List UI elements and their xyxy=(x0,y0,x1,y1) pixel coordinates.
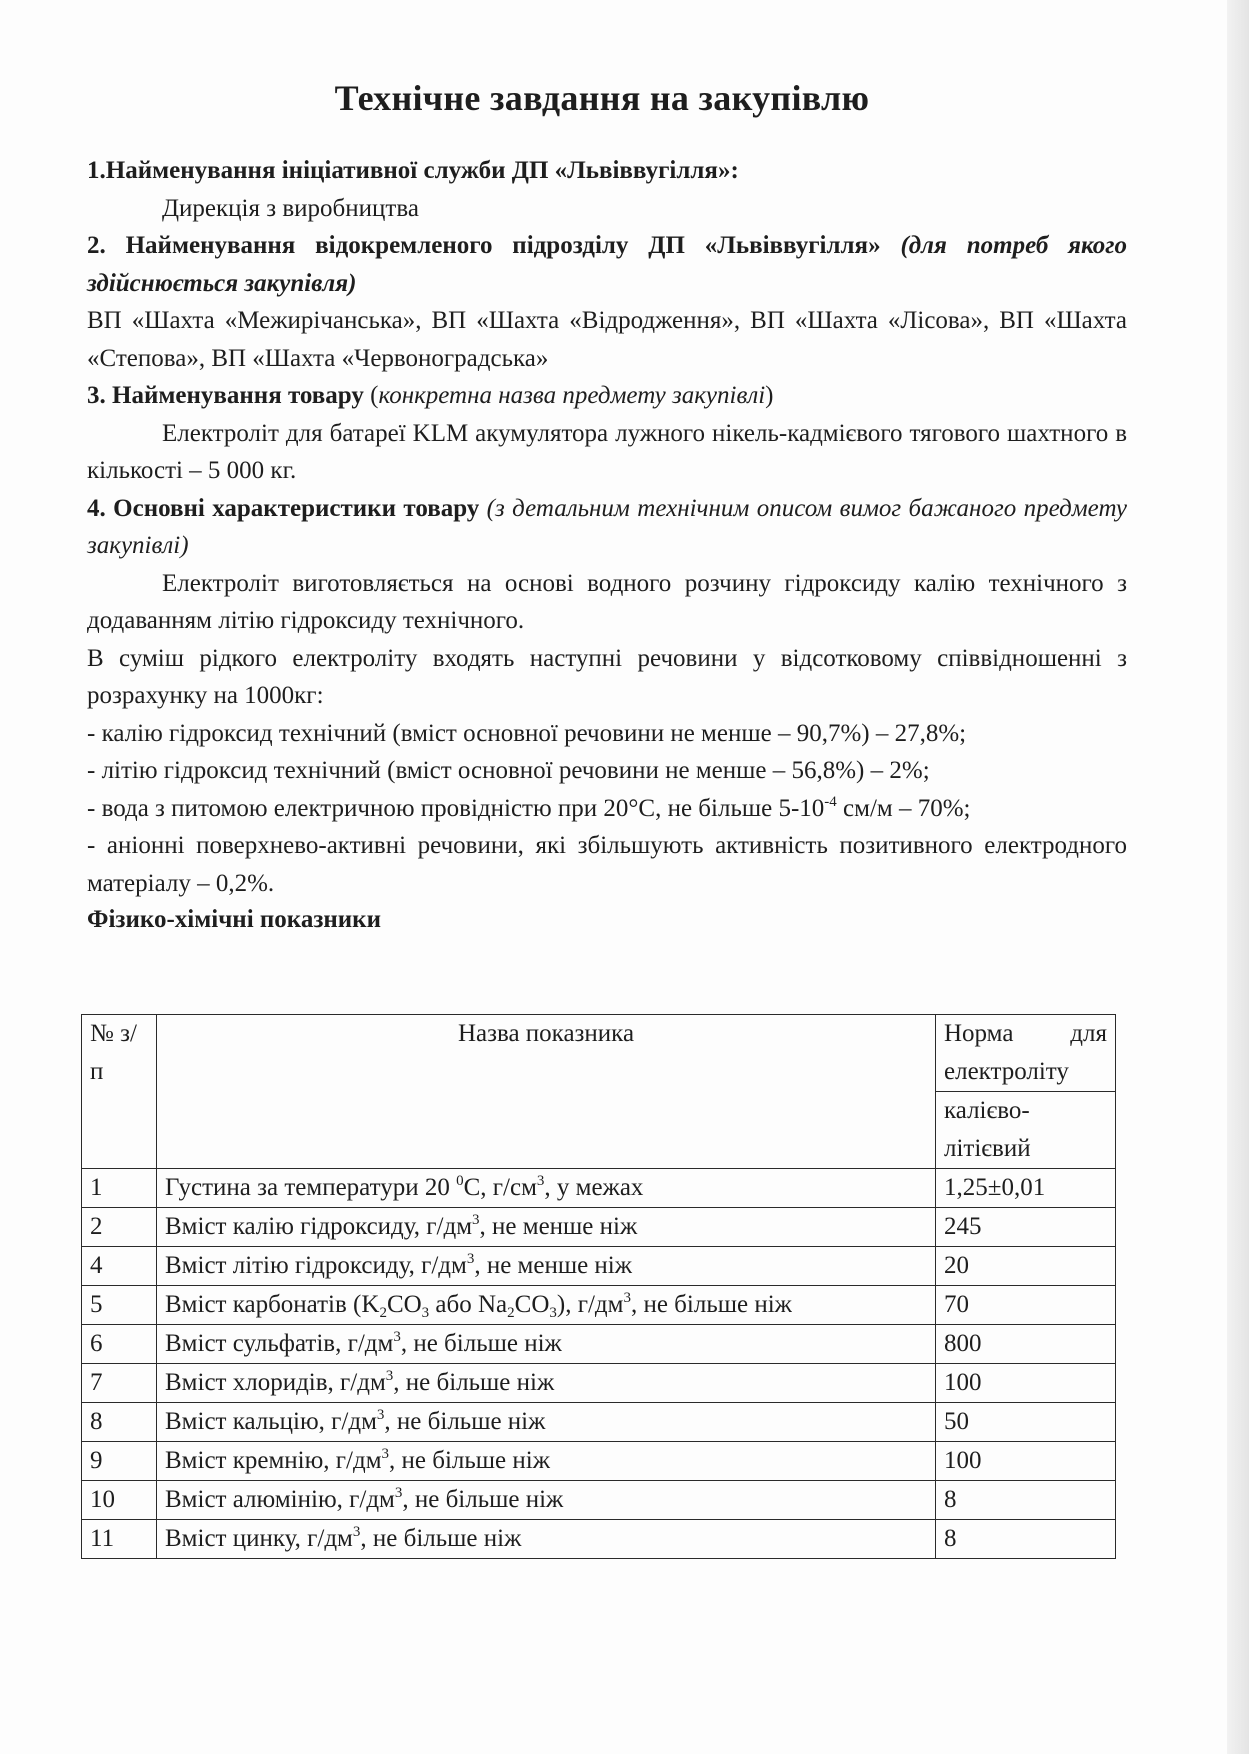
table-row xyxy=(82,1364,1116,1403)
scan-edge xyxy=(1227,0,1249,1754)
row-number: 8 xyxy=(82,1403,157,1442)
row-name-sup: 0 xyxy=(456,1173,464,1189)
physchem-title: Фізико-хімічні показники xyxy=(87,906,381,933)
row-name-text: , не менше ніж xyxy=(474,1252,633,1279)
row-name-sup: 3 xyxy=(472,1212,480,1228)
row-norm: 1,25±0,01 xyxy=(936,1169,1116,1208)
header-norm: Норма для електроліту xyxy=(936,1015,1116,1092)
section-3-note: конкретна назва предмету закупівлі xyxy=(378,382,766,409)
row-norm: 100 xyxy=(936,1442,1116,1481)
section-2-value: ВП «Шахта «Межирічанська», ВП «Шахта «Відродження», ВП «Шахта «Лісова», ВП «Шахта «Степова», ВП «Шахта «Червоноградська» xyxy=(87,307,1127,372)
row-name-sub: 2 xyxy=(379,1305,387,1321)
section-3-note-close: ) xyxy=(765,382,774,409)
document-body xyxy=(87,68,1127,937)
composition-item-3-text: - вода з питомою електричною провідністю при 20°С, не більше 5-10 xyxy=(87,794,825,822)
row-name-text: , не менше ніж xyxy=(479,1213,638,1240)
row-name-sup: 3 xyxy=(393,1329,401,1345)
row-name-text: Вміст кальцію, г/дм xyxy=(165,1408,377,1435)
row-name-sup: 3 xyxy=(623,1290,631,1306)
header-number: № з/п xyxy=(82,1015,157,1169)
row-number: 7 xyxy=(82,1364,157,1403)
row-name xyxy=(157,1247,936,1286)
header-name: Назва показника xyxy=(157,1015,936,1169)
row-name xyxy=(157,1481,936,1520)
row-name-text: Вміст цинку, г/дм xyxy=(165,1525,353,1552)
row-name-text: Густина за температури 20 xyxy=(165,1174,457,1201)
row-name-sup: 3 xyxy=(466,1251,475,1267)
row-name-text: або Na xyxy=(429,1291,508,1318)
section-1-heading: 1.Найменування ініціативної служби ДП «Львіввугілля»: xyxy=(87,157,739,184)
section-4-note: (з детальним технічним описом вимог бажаного предмету закупівлі) xyxy=(87,494,1127,559)
section-3-note-open: ( xyxy=(363,382,379,409)
row-number: 10 xyxy=(82,1481,157,1520)
row-name xyxy=(157,1208,936,1247)
row-name xyxy=(157,1403,936,1442)
table-row xyxy=(82,1403,1116,1442)
composition-item-2: - літію гідроксид технічний (вміст основної речовини не менше – 56,8%) – 2%; xyxy=(87,757,930,784)
composition-item-4: - аніонні поверхнево-активні речовини, які збільшують активність позитивного електродного матеріалу – 0,2%. xyxy=(87,832,1127,897)
table-row xyxy=(82,1208,1116,1247)
row-name-text: Вміст карбонатів (K xyxy=(165,1291,380,1318)
row-name-sup: 3 xyxy=(352,1524,361,1540)
row-norm: 8 xyxy=(936,1481,1116,1520)
row-name-text: , не більше ніж xyxy=(402,1486,564,1513)
section-2-heading-text: 2. Найменування відокремленого підрозділу ДП «Львіввугілля» xyxy=(87,232,901,259)
document-title: Технічне завдання на закупівлю xyxy=(334,78,870,118)
row-name-text: , не більше ніж xyxy=(384,1408,546,1435)
row-name-text: , у межах xyxy=(544,1174,644,1201)
row-name-sup: 3 xyxy=(381,1446,390,1462)
row-name-sup: 3 xyxy=(385,1368,394,1384)
row-name-sup: 3 xyxy=(394,1485,403,1501)
table-row xyxy=(82,1520,1116,1559)
section-3-heading-text: 3. Найменування товару xyxy=(87,382,364,409)
row-number: 11 xyxy=(82,1520,157,1559)
row-name-text: ), г/дм xyxy=(556,1291,624,1318)
row-name-text: С, г/см xyxy=(463,1174,537,1201)
table-row xyxy=(82,1442,1116,1481)
table-row xyxy=(82,1169,1116,1208)
row-number: 9 xyxy=(82,1442,157,1481)
row-name-sup: 3 xyxy=(536,1173,545,1189)
section-2-note: (для потреб якого здійснюється закупівля) xyxy=(87,232,1127,297)
row-name xyxy=(157,1169,936,1208)
row-name-text: , не більше ніж xyxy=(630,1291,792,1318)
row-name xyxy=(157,1286,936,1325)
row-norm: 8 xyxy=(936,1520,1116,1559)
row-norm: 70 xyxy=(936,1286,1116,1325)
row-number: 6 xyxy=(82,1325,157,1364)
row-number: 2 xyxy=(82,1208,157,1247)
row-name-text: Вміст літію гідроксиду, г/дм xyxy=(165,1252,467,1279)
row-name xyxy=(157,1364,936,1403)
composition-item-3 xyxy=(87,790,1127,828)
row-name-sup: 3 xyxy=(376,1407,385,1423)
row-name-text: , не більше ніж xyxy=(400,1330,562,1357)
row-name-text: CO xyxy=(514,1291,550,1318)
row-name xyxy=(157,1325,936,1364)
row-name-text: , не більше ніж xyxy=(389,1447,550,1474)
row-name-text: Вміст калію гідроксиду, г/дм xyxy=(165,1213,473,1240)
section-4-heading-text: 4. Основні характеристики товару xyxy=(87,494,480,522)
row-norm: 100 xyxy=(936,1364,1116,1403)
row-number: 1 xyxy=(82,1169,157,1208)
row-name xyxy=(157,1442,936,1481)
table-row xyxy=(82,1481,1116,1520)
row-name-text: , не більше ніж xyxy=(393,1369,555,1396)
composition-item-1: - калію гідроксид технічний (вміст основної речовини не менше – 90,7%) – 27,8%; xyxy=(87,719,967,747)
section-1-value: Дирекція з виробництва xyxy=(162,194,419,222)
table-header-row xyxy=(82,1015,1116,1092)
composition-item-3-tail: см/м – 70%; xyxy=(836,794,971,822)
row-name-text: Вміст кремнію, г/дм xyxy=(165,1447,382,1474)
table-row xyxy=(82,1247,1116,1286)
row-name xyxy=(157,1520,936,1559)
row-name-text: , не більше ніж xyxy=(360,1525,522,1552)
row-name-sub: 3 xyxy=(421,1305,430,1321)
row-number: 4 xyxy=(82,1247,157,1286)
table-row xyxy=(82,1286,1116,1325)
row-name-text: Вміст сульфатів, г/дм xyxy=(165,1330,394,1357)
row-norm: 800 xyxy=(936,1325,1116,1364)
section-3-heading xyxy=(87,377,1127,415)
section-3-value: Електроліт для батареї KLM акумулятора лужного нікель-кадмієвого тягового шахтного в кількості – 5 000 кг. xyxy=(87,419,1127,484)
row-name-sub: 3 xyxy=(549,1305,557,1321)
row-name-text: Вміст хлоридів, г/дм xyxy=(165,1369,386,1396)
row-number: 5 xyxy=(82,1286,157,1325)
section-2-heading xyxy=(87,227,1127,302)
row-norm: 245 xyxy=(936,1208,1116,1247)
section-4-paragraph-1: Електроліт виготовляється на основі водного розчину гідроксиду калію технічного з додаванням літію гідроксиду технічного. xyxy=(87,569,1127,634)
physchem-table xyxy=(81,1014,1116,1559)
row-name-text: Вміст алюмінію, г/дм xyxy=(165,1486,395,1513)
header-norm-subtype: калієво-літієвий xyxy=(936,1092,1116,1169)
composition-item-3-exponent: -4 xyxy=(824,793,837,810)
row-name-text: CO xyxy=(386,1291,422,1318)
table-row xyxy=(82,1325,1116,1364)
row-norm: 20 xyxy=(936,1247,1116,1286)
section-4-paragraph-2: В суміш рідкого електроліту входять наступні речовини у відсотковому співвідношенні з розрахунку на 1000кг: xyxy=(87,644,1127,709)
row-name-sub: 2 xyxy=(507,1305,515,1321)
row-norm: 50 xyxy=(936,1403,1116,1442)
section-4-heading xyxy=(87,490,1127,565)
